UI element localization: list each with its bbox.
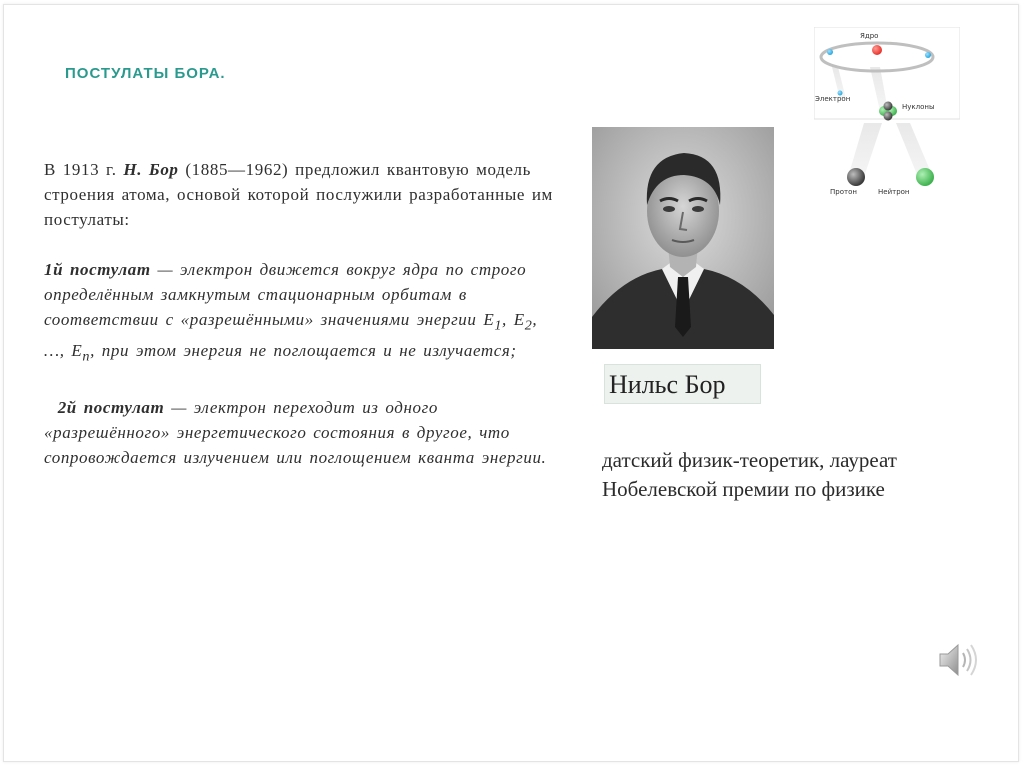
electron-dot [827,49,833,55]
energy-e2-index: 2 [524,317,533,334]
label-nucleons: Нуклоны [902,103,935,111]
energy-en: E [71,341,83,361]
nucleon-dot [884,102,893,111]
body-text [44,157,564,470]
intro-text-start: В 1913 г. [44,160,124,179]
separator-1: , [502,310,514,329]
intro-text-rest: (1885—1962) предложил квантовую модель строения атома, основой которой послужили разработанные им постулаты: [44,160,553,229]
nucleus-dot [872,45,882,55]
energy-e1: E [483,310,495,329]
label-proton: Протон [830,188,857,196]
label-nucleus: Ядро [860,32,879,40]
slide-title: ПОСТУЛАТЫ БОРА. [65,65,226,82]
postulate-1-paragraph [44,257,564,370]
intro-paragraph [44,157,564,232]
author-name: Н. Бор [123,160,179,179]
nucleon-dot [884,112,893,121]
postulate-1-text: — электрон движется вокруг ядра по строго определённым замкнутым стационарным орбитам в соответствии с «разрешёнными» значениями энергии [44,260,527,329]
postulate-2-paragraph [44,395,564,470]
postulate-2-text: — электрон переходит из одного «разрешённого» энергетического состояния в другое, что сопровождается излучением или поглощением кванта энергии. [44,397,547,467]
separator-2: , …, [44,310,538,361]
electron-dot [925,52,931,58]
bohr-portrait [592,127,774,349]
portrait-caption: Нильс Бор [604,364,761,404]
atom-diagram [814,27,960,202]
bio-text: датский физик-теоретик, лауреат Нобелевской премии по физике [602,448,897,501]
postulate-1-label: 1й постулат [44,260,151,279]
energy-e1-index: 1 [494,317,503,334]
slide [3,4,1019,762]
energy-en-index: n [82,348,91,365]
label-electron: Электрон [815,95,851,103]
postulate-1-text-end: , при этом энергия не поглощается и не излучается; [90,341,517,361]
neutron-ball [916,168,934,186]
energy-e2: E [513,310,525,329]
proton-ball [847,168,865,186]
label-neutron: Нейтрон [878,188,910,196]
postulate-2-label: 2й постулат [57,397,165,417]
speaker-icon[interactable] [936,639,978,681]
